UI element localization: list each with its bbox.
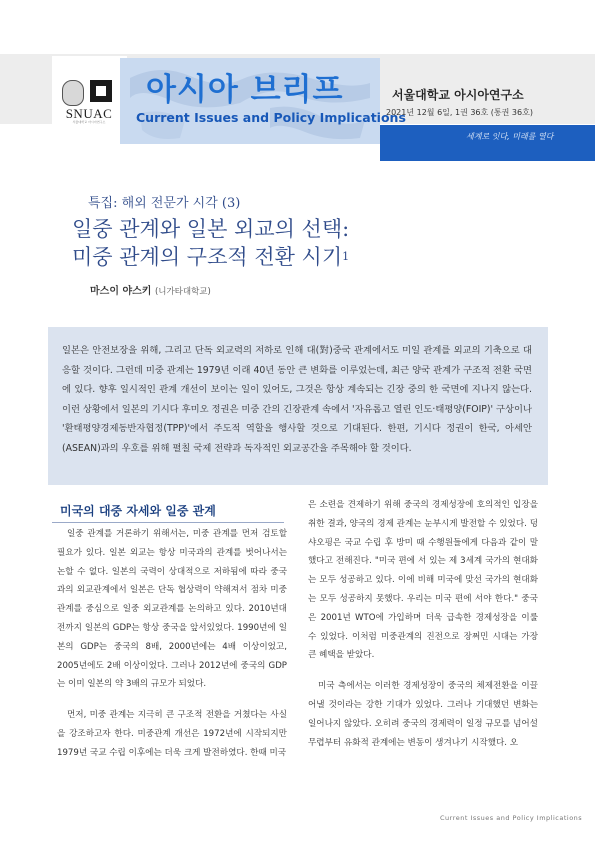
page-footer: Current Issues and Policy Implications bbox=[440, 814, 583, 822]
snuac-mark-icon bbox=[90, 80, 112, 102]
university-seal-icon bbox=[62, 80, 84, 106]
author-affiliation: (니가타대학교) bbox=[154, 287, 211, 297]
issue-date: 2021년 12월 6일, 1권 36호 (통권 36호) bbox=[386, 108, 533, 117]
article-title-line2 bbox=[72, 243, 492, 271]
institute-name: 서울대학교 아시아연구소 bbox=[392, 88, 524, 102]
brief-subtitle: Current Issues and Policy Implications bbox=[136, 110, 406, 125]
article-title-line2-text: 미중 관계의 구조적 전환 시기 bbox=[72, 245, 343, 269]
abstract-text: 일본은 안전보장을 위해, 그리고 단독 외교력의 저하로 인해 대(對)중국 관계에서도 미일 관계를 외교의 기축으로 대응할 것이다. 그런데 미중 관계는 1979년 이래 40년 동안 큰 변화를 이루었는데, 최근 양국 관계가 구조적 전환 국면에 있다. 향후 일시적인 관계 개선이 보이는 일이 있어도, 그것은 항상 계속되는 긴장 중의 한 국면에 지나지 않는다. 이런 상황에서 일본의 기시다 후미오 정권은 미중 간의 긴장관계 속에서 '자유롭고 열린 인도·태평양(FOIP)' 구상이나 '환태평양경제동반자협정(TPP)'에서 주도적 역할을 행사할 것으로 기대된다. 한편, 기시다 정권이 한국, 아세안(ASEAN)과의 우호를 위해 펼칠 국제 전략과 독자적인 외교공간을 주목해야 할 것이다. bbox=[62, 345, 532, 454]
section-rule bbox=[52, 522, 284, 523]
logo-text: SNUAC bbox=[65, 106, 113, 121]
article-kicker: 특집: 해외 전문가 시각 (3) bbox=[88, 196, 241, 211]
paragraph: 먼저, 미중 관계는 지극히 큰 구조적 전환을 거쳤다는 사실을 강조하고자 한다. 미중관계 개선은 1972년에 시작되지만 1979년 국교 수립 이후에는 더욱 크게 발전하였다. 한때 미국 bbox=[57, 710, 287, 758]
body-column-right bbox=[308, 496, 538, 752]
author bbox=[90, 282, 211, 297]
author-name: 마스이 야스키 bbox=[90, 286, 152, 297]
brief-title: 아시아 브리프 bbox=[146, 72, 344, 108]
section-heading: 미국의 대중 자세와 일중 관계 bbox=[60, 504, 216, 518]
slogan: 세계로 잇다, 미래를 열다 bbox=[466, 132, 554, 141]
paragraph: 은 소련을 견제하기 위해 중국의 경제성장에 호의적인 입장을 취한 결과, 양국의 경제 관계는 눈부시게 발전할 수 있었다. 덩샤오핑은 국교 수립 후 방미 때 수행원들에게 다음과 같이 말했다고 전해진다. "미국 편에 서 있는 제 3세계 국가의 현대화는 모두 성공하고 있다. 이에 비해 미국에 맞선 국가의 현대화는 모두 성공하지 못했다. 우리는 미국 편에 서야 한다." 중국은 2001년 WTO에 가입하며 더욱 급속한 경제성장을 이룰 수 있었다. 이처럼 미중관계의 진전으로 장쩌민 시대는 가장 큰 혜택을 받았다. bbox=[308, 500, 538, 661]
article-title-line1: 일중 관계와 일본 외교의 선택: bbox=[72, 217, 350, 241]
paragraph: 미국 측에서는 이러한 경제성장이 중국의 체제전환을 이끌어낼 것이라는 강한 기대가 있었다. 그러나 기대했던 변화는 일어나지 않았다. 오히려 중국의 경제력이 일정 규모를 넘어설 무렵부터 유화적 관계에는 변동이 생겨나기 시작했다. 오 bbox=[308, 681, 538, 748]
footnote-marker[interactable]: 1 bbox=[342, 250, 350, 263]
paragraph: 일중 관계를 거론하기 위해서는, 미중 관계를 먼저 검토할 필요가 있다. 일본 외교는 항상 미국과의 관계를 벗어나서는 논할 수 없다. 일본의 국력이 상대적으로 저하됨에 따라 중국과의 외교관계에서 일본은 단독 협상력이 약해져서 점차 미중 관계를 중심으로 일중 외교관계를 논의하고 있다. 2010년대 전까지 일본의 GDP는 항상 중국을 앞서있었다. 1990년에 일본의 GDP는 중국의 8배, 2000년에는 4배 이상이었고, 2005년에도 2배 이상이었다. 그러나 2012년에 중국의 GDP는 이미 일본의 약 3배의 규모가 되었다. bbox=[57, 529, 287, 690]
body-column-left bbox=[57, 525, 287, 763]
logo-subtext: 서울대학교 아시아연구소 bbox=[72, 120, 106, 124]
